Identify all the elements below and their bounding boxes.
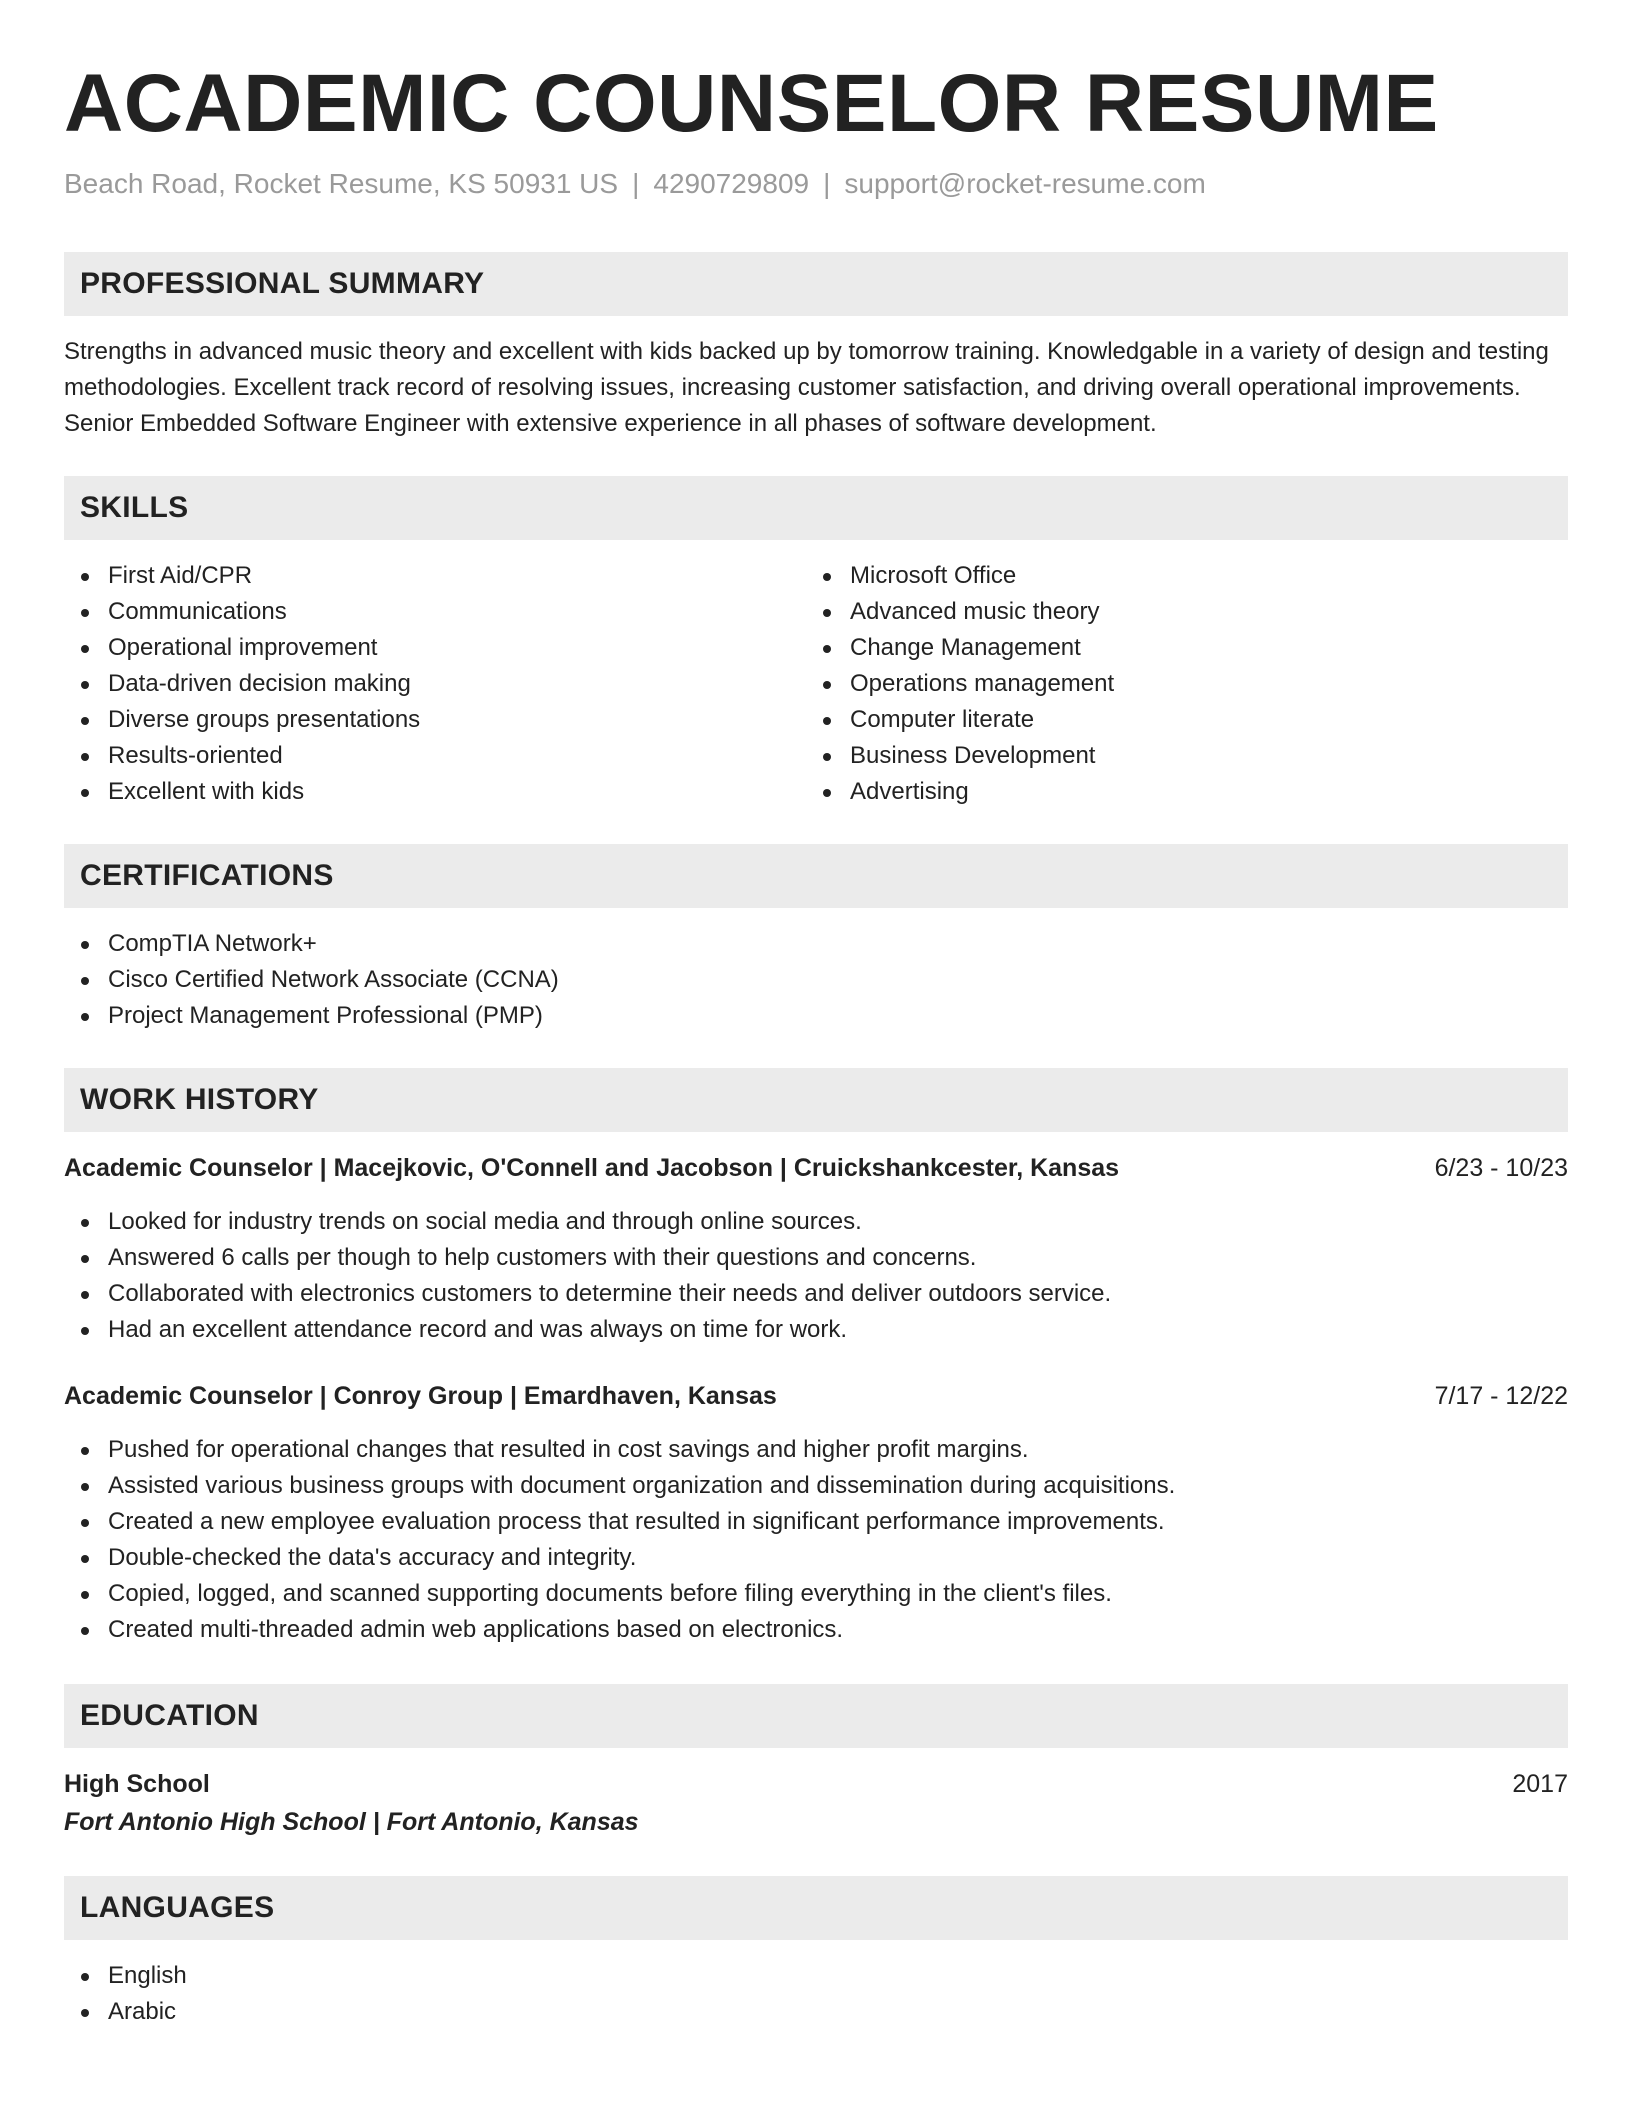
education-school: Fort Antonio High School | Fort Antonio, Kansas bbox=[64, 1808, 639, 1836]
job-header bbox=[64, 1378, 1568, 1414]
job-dates: 6/23 - 10/23 bbox=[1434, 1154, 1568, 1182]
job-bullet: Double-checked the data's accuracy and integrity. bbox=[64, 1540, 1568, 1576]
skill-item: Operational improvement bbox=[64, 630, 806, 666]
skill-item: Change Management bbox=[806, 630, 1548, 666]
skill-item: Advertising bbox=[806, 774, 1548, 810]
contact-email: support@rocket-resume.com bbox=[844, 168, 1206, 199]
job-bullets bbox=[64, 1204, 1568, 1348]
section-header-summary: PROFESSIONAL SUMMARY bbox=[64, 252, 1568, 316]
language-item: English bbox=[64, 1958, 1568, 1994]
section-header-education: EDUCATION bbox=[64, 1684, 1568, 1748]
certification-item: Project Management Professional (PMP) bbox=[64, 998, 1568, 1034]
section-header-work-history: WORK HISTORY bbox=[64, 1068, 1568, 1132]
job-bullet: Assisted various business groups with document organization and dissemination during acquisitions. bbox=[64, 1468, 1568, 1504]
skill-item: First Aid/CPR bbox=[64, 558, 806, 594]
skill-item: Data-driven decision making bbox=[64, 666, 806, 702]
section-header-skills: SKILLS bbox=[64, 476, 1568, 540]
resume-page bbox=[64, 56, 1568, 2030]
skill-item: Excellent with kids bbox=[64, 774, 806, 810]
section-header-languages: LANGUAGES bbox=[64, 1876, 1568, 1940]
summary-text: Strengths in advanced music theory and excellent with kids backed up by tomorrow training. Knowledgable in a variety of design and testing methodologies. Excellent track record of resolving issues, increasing customer satisfaction, and driving overall operational improvements. Senior Embedded Software Engineer with extensive experience in all phases of software development. bbox=[64, 338, 1549, 437]
job-bullet: Created a new employee evaluation process that resulted in significant performance improvements. bbox=[64, 1504, 1568, 1540]
skill-item: Operations management bbox=[806, 666, 1548, 702]
job-bullet: Looked for industry trends on social media and through online sources. bbox=[64, 1204, 1568, 1240]
skill-item: Business Development bbox=[806, 738, 1548, 774]
certification-item: Cisco Certified Network Associate (CCNA) bbox=[64, 962, 1568, 998]
languages-list bbox=[64, 1958, 1568, 2030]
contact-address: Beach Road, Rocket Resume, KS 50931 US bbox=[64, 168, 619, 199]
job-bullet: Pushed for operational changes that resulted in cost savings and higher profit margins. bbox=[64, 1432, 1568, 1468]
education-header bbox=[64, 1766, 1568, 1802]
job-bullets bbox=[64, 1432, 1568, 1648]
skill-item: Results-oriented bbox=[64, 738, 806, 774]
skill-item: Advanced music theory bbox=[806, 594, 1548, 630]
job-bullet: Created multi-threaded admin web applications based on electronics. bbox=[64, 1612, 1568, 1648]
job-dates: 7/17 - 12/22 bbox=[1434, 1382, 1568, 1410]
job-bullet: Copied, logged, and scanned supporting documents before filing everything in the client's files. bbox=[64, 1576, 1568, 1612]
resume-title: ACADEMIC COUNSELOR RESUME bbox=[64, 58, 1439, 149]
skill-item: Communications bbox=[64, 594, 806, 630]
job-header bbox=[64, 1150, 1568, 1186]
contact-phone: 4290729809 bbox=[653, 168, 810, 199]
certification-item: CompTIA Network+ bbox=[64, 926, 1568, 962]
skills-list-right bbox=[806, 558, 1548, 810]
job-title: Academic Counselor | Conroy Group | Emardhaven, Kansas bbox=[64, 1382, 777, 1410]
skill-item: Microsoft Office bbox=[806, 558, 1548, 594]
contact-separator: | bbox=[632, 168, 640, 199]
job-title: Academic Counselor | Macejkovic, O'Connell and Jacobson | Cruickshankcester, Kansas bbox=[64, 1154, 1120, 1182]
skills-grid bbox=[64, 558, 1568, 810]
certifications-list bbox=[64, 926, 1568, 1034]
education-year: 2017 bbox=[1512, 1770, 1568, 1798]
job-bullet: Collaborated with electronics customers to determine their needs and deliver outdoors service. bbox=[64, 1276, 1568, 1312]
skills-list-left bbox=[64, 558, 806, 810]
job-bullet: Had an excellent attendance record and was always on time for work. bbox=[64, 1312, 1568, 1348]
section-header-certifications: CERTIFICATIONS bbox=[64, 844, 1568, 908]
language-item: Arabic bbox=[64, 1994, 1568, 2030]
education-degree: High School bbox=[64, 1770, 210, 1798]
contact-line bbox=[64, 166, 1568, 202]
contact-separator: | bbox=[823, 168, 831, 199]
job-bullet: Answered 6 calls per though to help customers with their questions and concerns. bbox=[64, 1240, 1568, 1276]
skill-item: Computer literate bbox=[806, 702, 1548, 738]
skill-item: Diverse groups presentations bbox=[64, 702, 806, 738]
